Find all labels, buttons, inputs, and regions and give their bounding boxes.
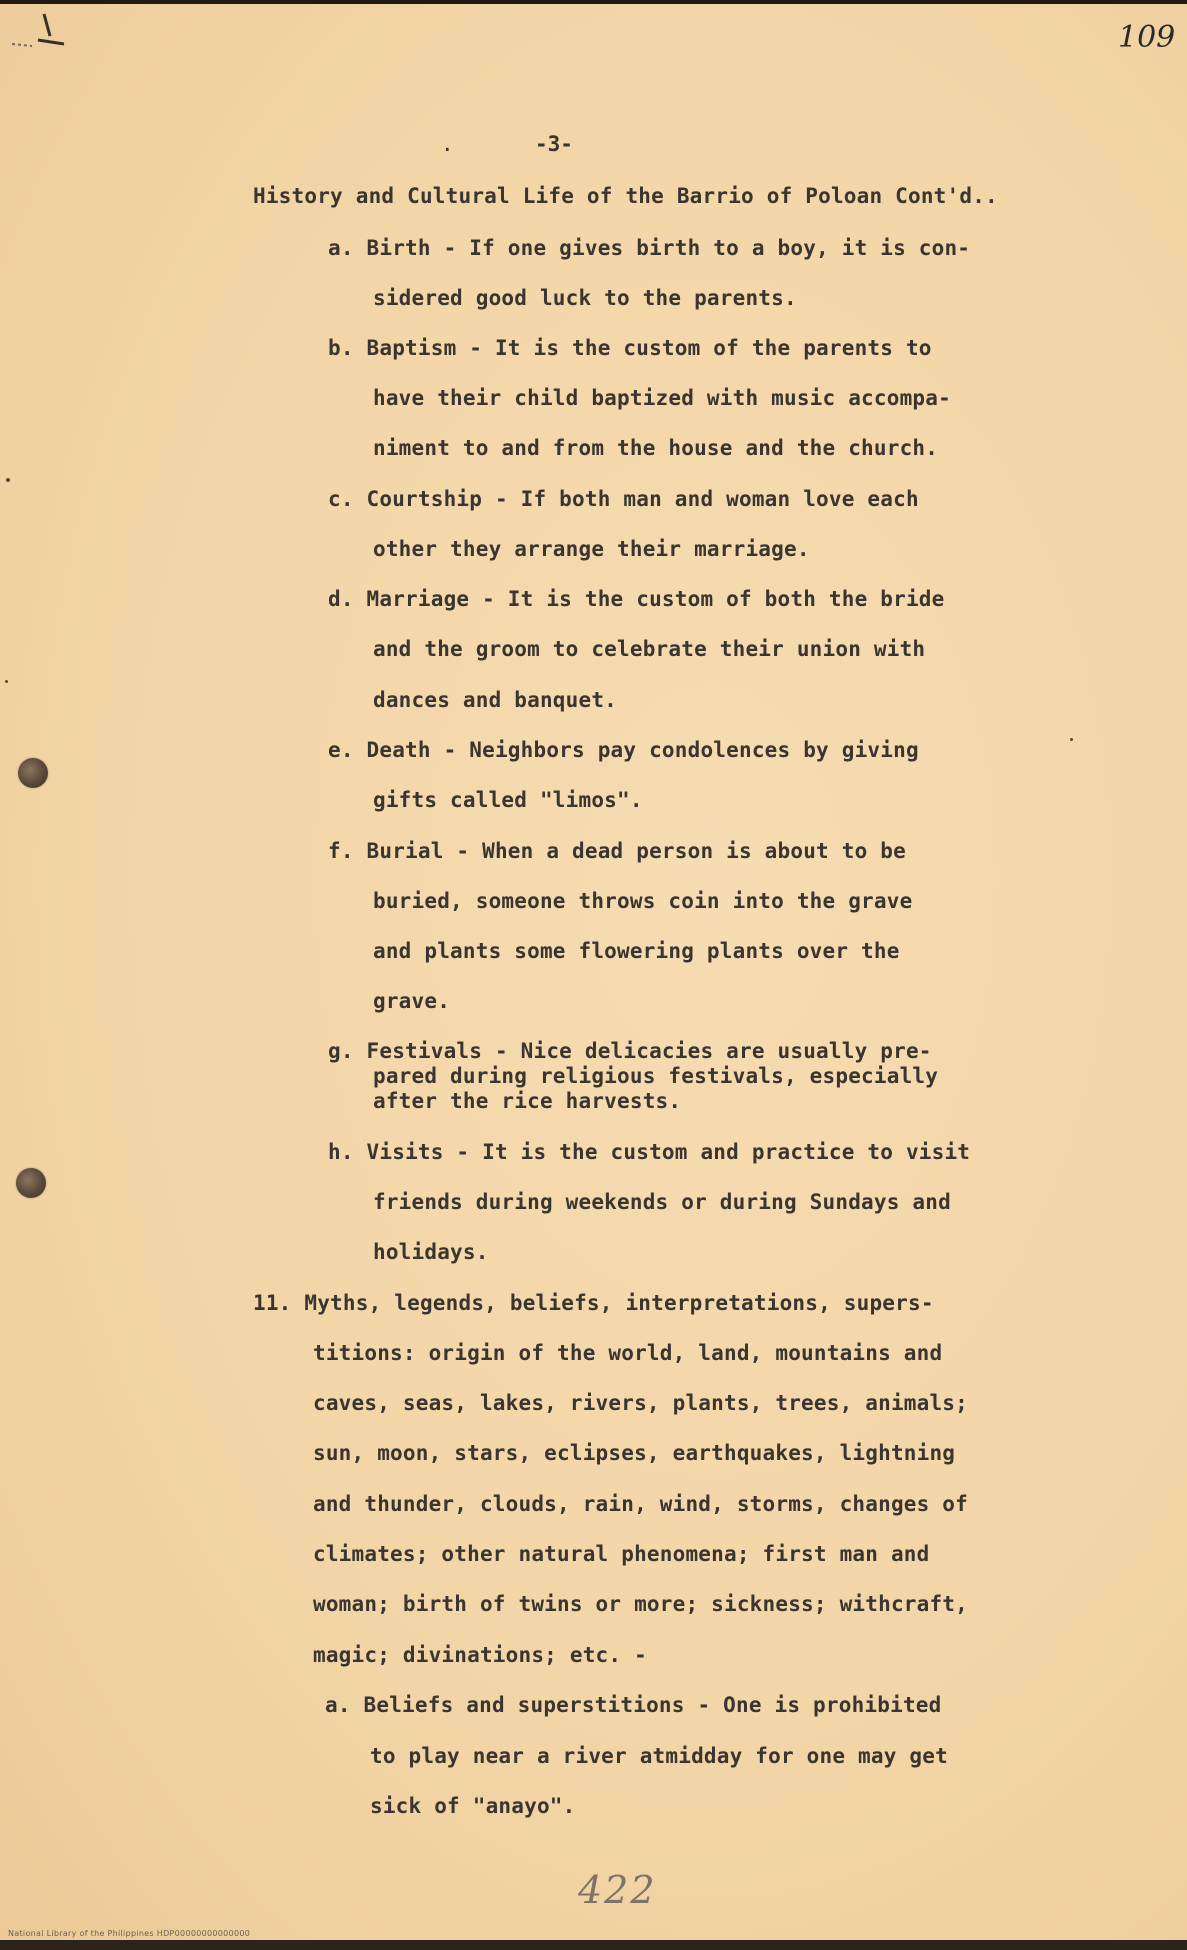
- section-11-line-3: caves, seas, lakes, rivers, plants, trees, animals;: [313, 1391, 968, 1415]
- stray-dot: .: [441, 132, 454, 156]
- item-d-line-3: dances and banquet.: [373, 688, 618, 712]
- header-page-number: -3-: [535, 132, 573, 156]
- item-d-line-1: d. Marriage - It is the custom of both the bride: [328, 587, 945, 611]
- item-c-line-1: c. Courtship - If both man and woman love each: [328, 487, 919, 511]
- section-11-line-5: and thunder, clouds, rain, wind, storms, changes of: [313, 1492, 968, 1516]
- sub-a-line-3: sick of "anayo".: [370, 1794, 576, 1818]
- item-h-line-1: h. Visits - It is the custom and practice to visit: [328, 1140, 971, 1164]
- item-h-line-3: holidays.: [373, 1240, 489, 1264]
- item-d-line-2: and the groom to celebrate their union with: [373, 637, 926, 661]
- section-11-line-8: magic; divinations; etc. -: [313, 1643, 647, 1667]
- item-g-line-2: pared during religious festivals, especially: [373, 1064, 939, 1088]
- item-f-line-2: buried, someone throws coin into the grave: [373, 889, 913, 913]
- top-border: [0, 0, 1187, 4]
- sub-a-line-2: to play near a river atmidday for one may get: [370, 1744, 948, 1768]
- punch-hole-upper: [18, 758, 48, 788]
- punch-hole-lower: [16, 1168, 46, 1198]
- bottom-border: [0, 1940, 1187, 1950]
- sub-a-line-1: a. Beliefs and superstitions - One is prohibited: [325, 1693, 942, 1717]
- item-b-line-3: niment to and from the house and the church.: [373, 436, 939, 460]
- item-f-line-1: f. Burial - When a dead person is about to be: [328, 839, 906, 863]
- archive-footer-text: National Library of the Philippines HDP00000000000000: [8, 1929, 251, 1938]
- title-line: History and Cultural Life of the Barrio of Poloan Cont'd..: [253, 184, 998, 208]
- item-a-line-1: a. Birth - If one gives birth to a boy, it is con-: [328, 236, 971, 260]
- item-e-line-2: gifts called "limos".: [373, 788, 643, 812]
- section-11-line-1: 11. Myths, legends, beliefs, interpretations, supers-: [253, 1291, 934, 1315]
- item-a-line-2: sidered good luck to the parents.: [373, 286, 797, 310]
- corner-ink-mark: [8, 10, 68, 50]
- section-11-line-7: woman; birth of twins or more; sickness; withcraft,: [313, 1592, 968, 1616]
- item-g-line-3: after the rice harvests.: [373, 1089, 682, 1113]
- section-11-line-2: titions: origin of the world, land, mountains and: [313, 1341, 943, 1365]
- item-f-line-4: grave.: [373, 989, 451, 1013]
- handwritten-footer-number: 422: [578, 1868, 657, 1912]
- item-e-line-1: e. Death - Neighbors pay condolences by giving: [328, 738, 919, 762]
- section-11-line-6: climates; other natural phenomena; first man and: [313, 1542, 930, 1566]
- speck: [6, 478, 10, 482]
- item-b-line-1: b. Baptism - It is the custom of the parents to: [328, 336, 932, 360]
- item-b-line-2: have their child baptized with music accompa-: [373, 386, 951, 410]
- handwritten-page-number: 109: [1118, 20, 1176, 55]
- item-g-line-1: g. Festivals - Nice delicacies are usually pre-: [328, 1039, 932, 1063]
- speck: [5, 680, 8, 683]
- item-c-line-2: other they arrange their marriage.: [373, 537, 810, 561]
- section-11-line-4: sun, moon, stars, eclipses, earthquakes, lightning: [313, 1441, 956, 1465]
- item-h-line-2: friends during weekends or during Sundays and: [373, 1190, 951, 1214]
- item-f-line-3: and plants some flowering plants over the: [373, 939, 900, 963]
- speck: [1070, 738, 1073, 741]
